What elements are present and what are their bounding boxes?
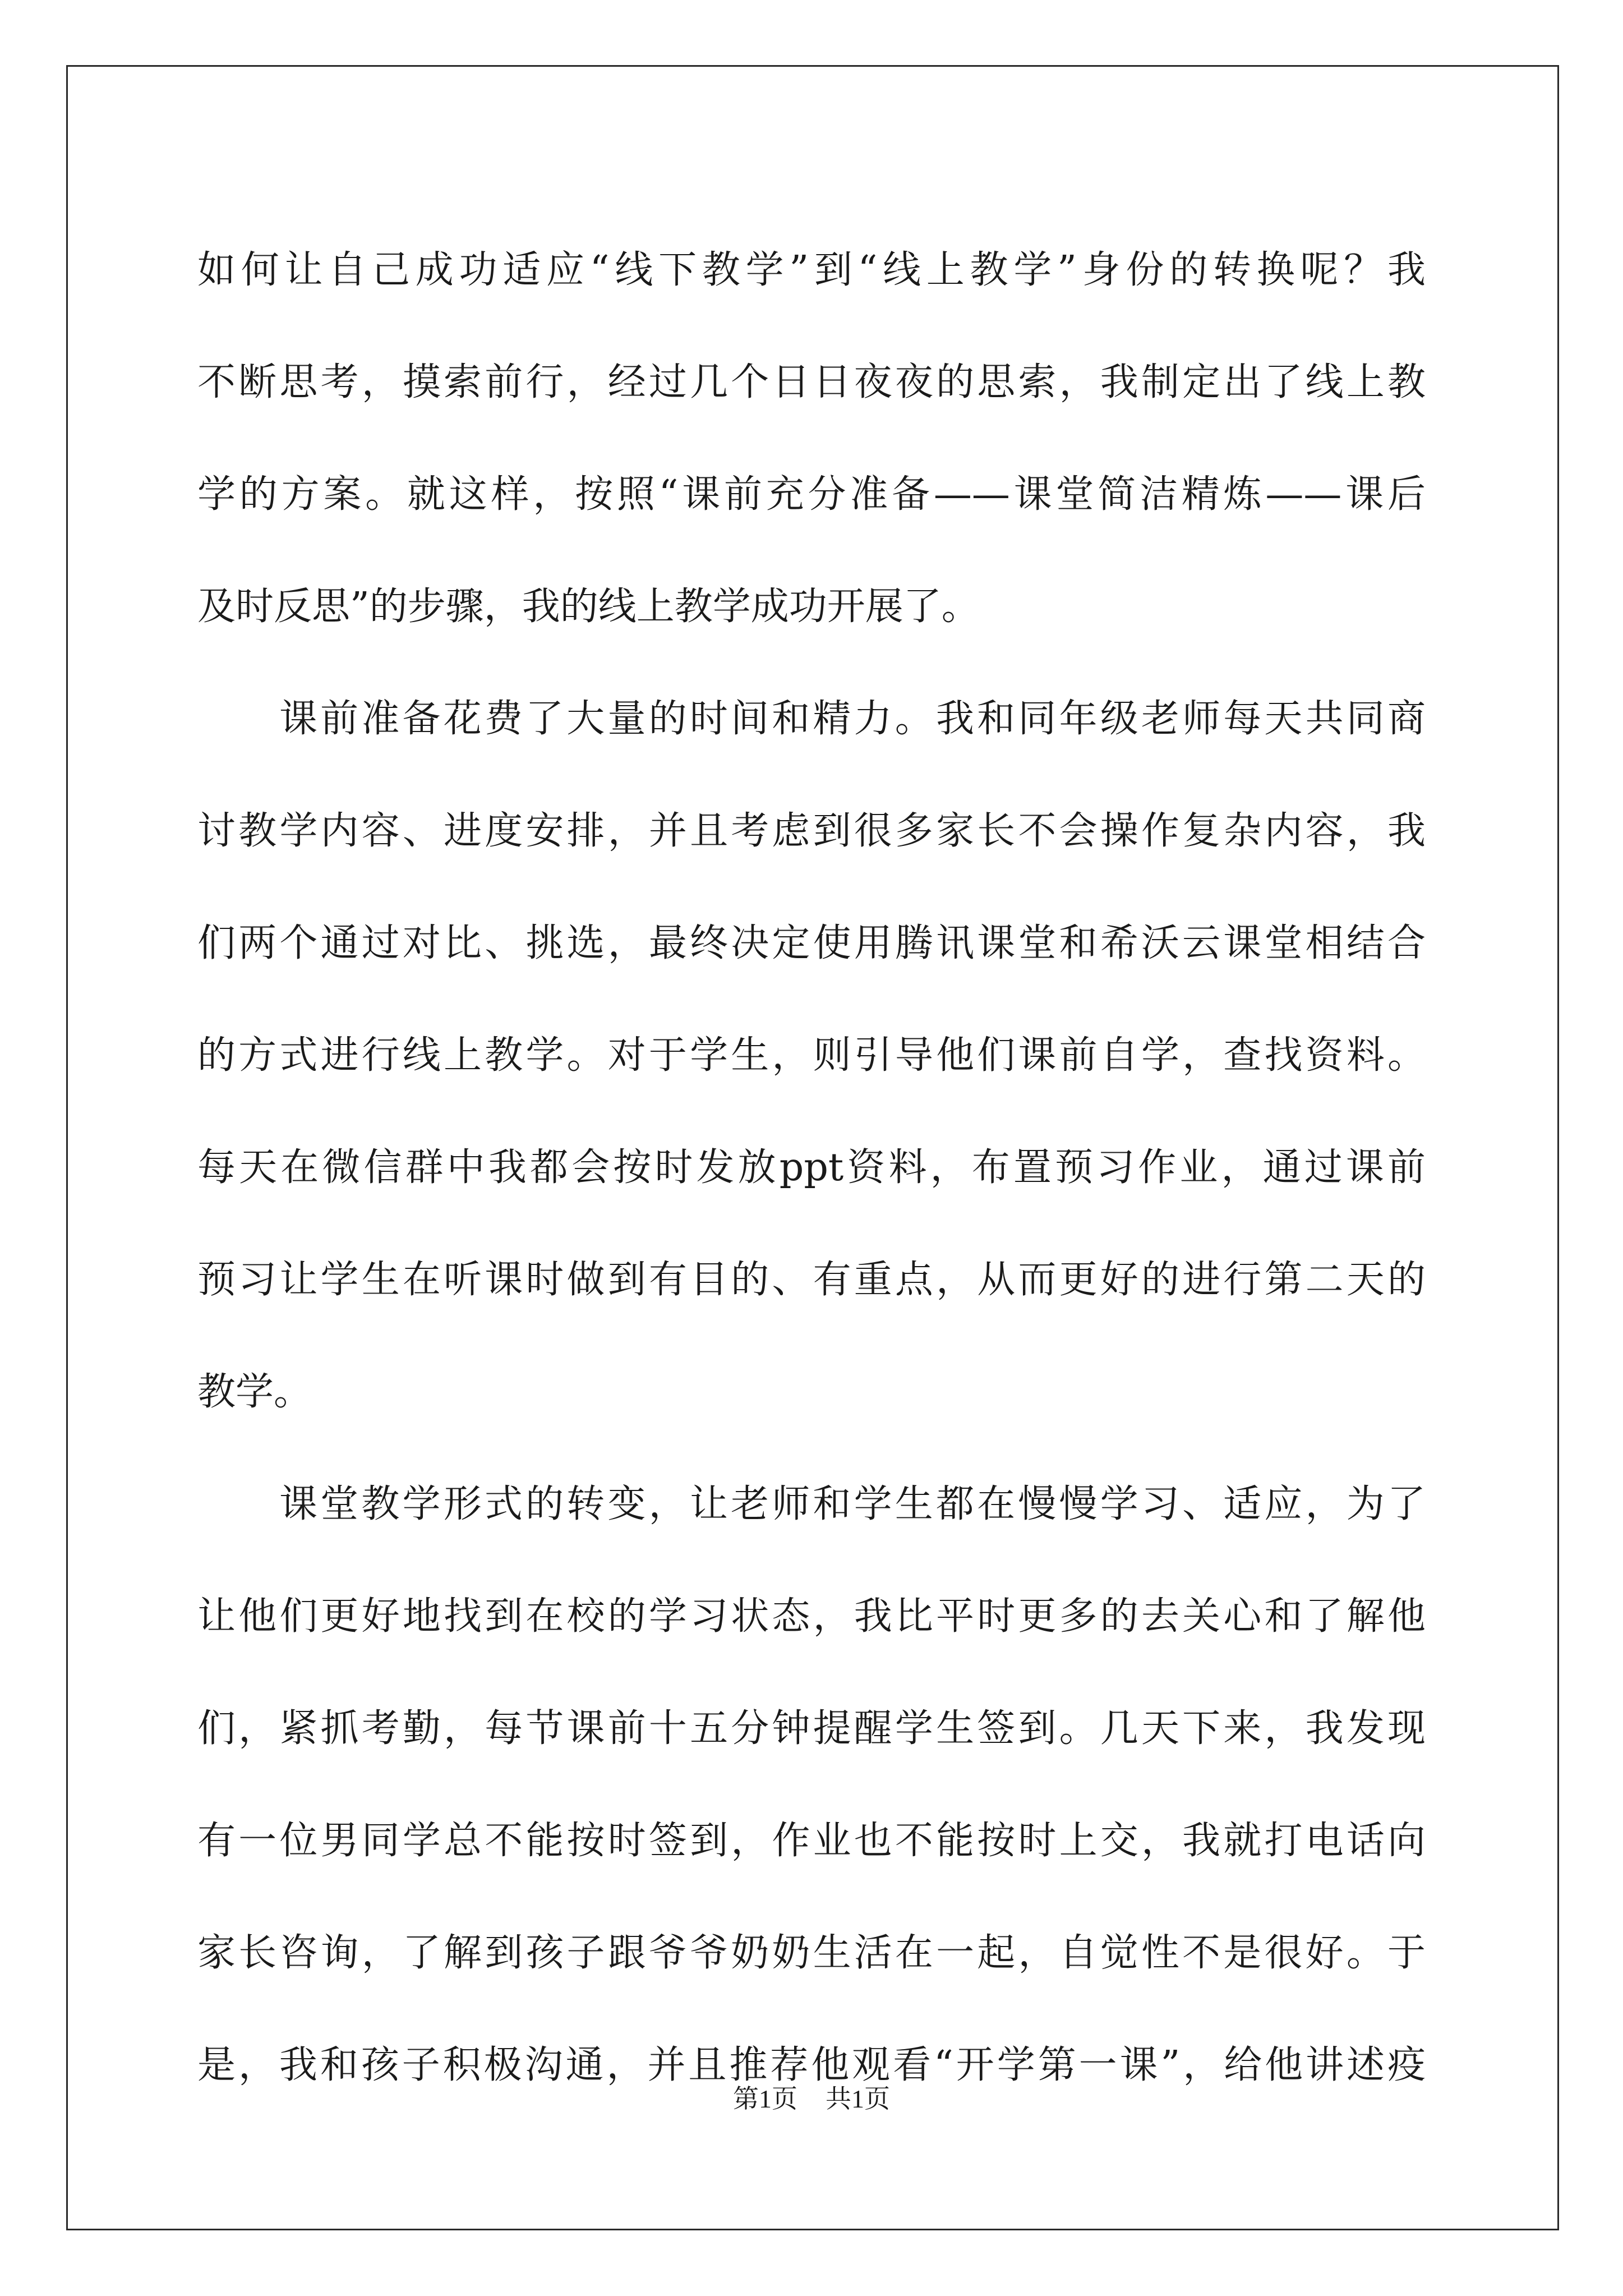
paragraph [197, 663, 1426, 1448]
text-line: 及时反思”的步骤，我的线上教学成功开展了。 [197, 585, 980, 629]
text-line: 们两个通过对比、挑选，最终决定使用腾讯课堂和希沃云课堂相结合 [197, 921, 1426, 965]
text-line: 讨教学内容、进度安排，并且考虑到很多家长不会操作复杂内容，我 [197, 809, 1426, 853]
text-line: 教学。 [197, 1370, 312, 1414]
text-line: 学的方案。就这样，按照“课前充分准备——课堂简洁精炼——课后 [197, 472, 1426, 517]
paragraph [197, 214, 1426, 663]
text-line: 家长咨询，了解到孩子跟爷爷奶奶生活在一起，自觉性不是很好。于 [197, 1931, 1426, 1975]
text-line: 预习让学生在听课时做到有目的、有重点，从而更好的进行第二天的 [197, 1258, 1426, 1302]
text-line: 每天在微信群中我都会按时发放ppt资料，布置预习作业，通过课前 [197, 1145, 1426, 1190]
text-line: 让他们更好地找到在校的学习状态，我比平时更多的去关心和了解他 [197, 1594, 1426, 1639]
page-footer [0, 2082, 1623, 2116]
paragraph [197, 1448, 1426, 2122]
document-body [197, 214, 1426, 2122]
page-total: 共1页 [826, 2085, 890, 2113]
text-line: 课前准备花费了大量的时间和精力。我和同年级老师每天共同商 [279, 697, 1426, 741]
text-line: 是，我和孩子积极沟通，并且推荐他观看“开学第一课”，给他讲述疫 [197, 2043, 1426, 2087]
text-line: 有一位男同学总不能按时签到，作业也不能按时上交，我就打电话向 [197, 1819, 1426, 1863]
text-line: 们，紧抓考勤，每节课前十五分钟提醒学生签到。几天下来，我发现 [197, 1706, 1426, 1751]
text-line: 的方式进行线上教学。对于学生，则引导他们课前自学，查找资料。 [197, 1033, 1426, 1078]
page-number: 第1页 [733, 2085, 797, 2113]
text-line: 不断思考，摸索前行，经过几个日日夜夜的思索，我制定出了线上教 [197, 360, 1426, 404]
text-line: 如何让自己成功适应“线下教学”到“线上教学”身份的转换呢？我 [197, 248, 1426, 292]
text-line: 课堂教学形式的转变，让老师和学生都在慢慢学习、适应，为了 [279, 1482, 1426, 1526]
